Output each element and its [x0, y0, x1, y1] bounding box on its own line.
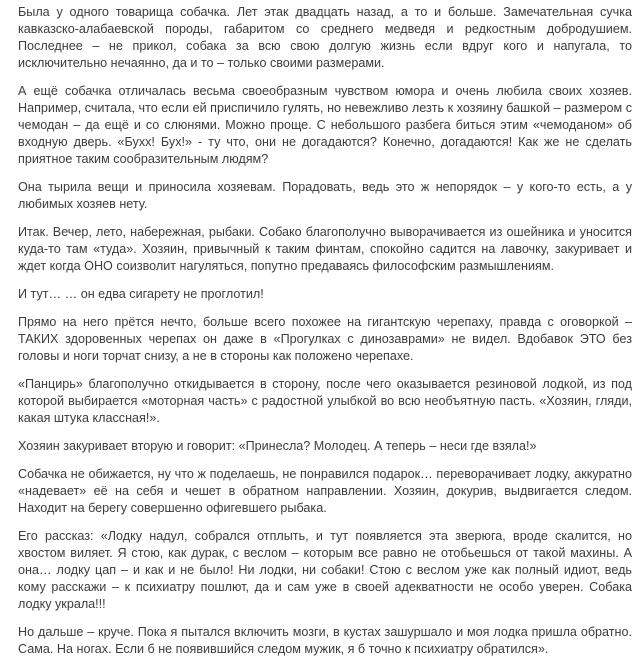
paragraph: А ещё собачка отличалась весьма своеобразным чувством юмора и очень любила своих хозяев. Например, считала, что если ей приспичило гулять, но невежливо лезть к хозяину башкой – размером с чемодан – да ещё и со слюнями. Можно проще. С небольшого разбега биться этим «чемоданом» об входную дверь. «Бухх! Бух!» - ту что, они не догадаются? Конечно, догадаются! Как же не сделать приятное таким сообразительным людям?	[18, 84, 632, 166]
paragraph: Прямо на него прётся нечто, больше всего похожее на гигантскую черепаху, правда с оговоркой – ТАКИХ здоровенных черепах он даже в «Прогулках с динозаврами» не видел. Вдобавок ЭТО без головы и ноги торчат снизу, а не в стороны как положено черепахе.	[18, 315, 632, 363]
paragraph: Она тырила вещи и приносила хозяевам. Порадовать, ведь это ж непорядок – у кого-то есть, а у любимых хозяев нету.	[18, 180, 632, 211]
paragraph: И тут… … он едва сигарету не проглотил!	[18, 287, 264, 301]
paragraph: Его рассказ: «Лодку надул, собрался отплыть, и тут появляется эта зверюга, вроде скалится, но хвостом виляет. Я стою, как дурак, с веслом – которым все равно не отобьешься от такой махины. А она… лодку цап – и как и не было! Ни лодки, ни собаки! Стою с веслом уже как полный идиот, ведь кому расскажи – к психиатру пошлют, да и сам уже в своей адекватности не особо уверен. Собака лодку украла!!!	[18, 529, 632, 611]
paragraph: Собачка не обижается, ну что ж поделаешь, не понравился подарок… переворачивает лодку, аккуратно «надевает» её на себя и чешет в обратном направлении. Хозяин, докурив, выдвигается следом. Находит на берегу совершенно офигевшего рыбака.	[18, 467, 632, 515]
paragraph: Итак. Вечер, лето, набережная, рыбаки. Собако благополучно выворачивается из ошейника и уносится куда-то там «туда». Хозяин, привычный к таким финтам, спокойно садится на лавочку, закуривает и ждет когда ОНО соизволит нагуляться, попутно предаваясь философским размышлениям.	[18, 225, 632, 273]
paragraph: «Панцирь» благополучно откидывается в сторону, после чего оказывается резиновой лодкой, из под которой выбирается «моторная часть» с радостной улыбкой во всю необъятную пасть. «Хозяин, гляди, какая штука классная!».	[18, 377, 632, 425]
paragraph: Но дальше – круче. Пока я пытался включить мозги, в кустах зашуршало и моя лодка пришла обратно. Сама. На ногах. Если б не появившийся следом мужик, я б точно к психиатру обратился».	[18, 625, 632, 656]
paragraph: Хозяин закуривает вторую и говорит: «Принесла? Молодец. А теперь – неси где взяла!»	[18, 439, 537, 453]
paragraph: Была у одного товарища собачка. Лет этак двадцать назад, а то и больше. Замечательная сучка кавказско-алабаевской породы, габаритом со среднего медведя и редкостным добродушием. Последнее – не прикол, собака за всю свою долгую жизнь если вдруг кого и напугала, то исключительно нечаянно, да и то – только своими размерами.	[18, 5, 632, 70]
